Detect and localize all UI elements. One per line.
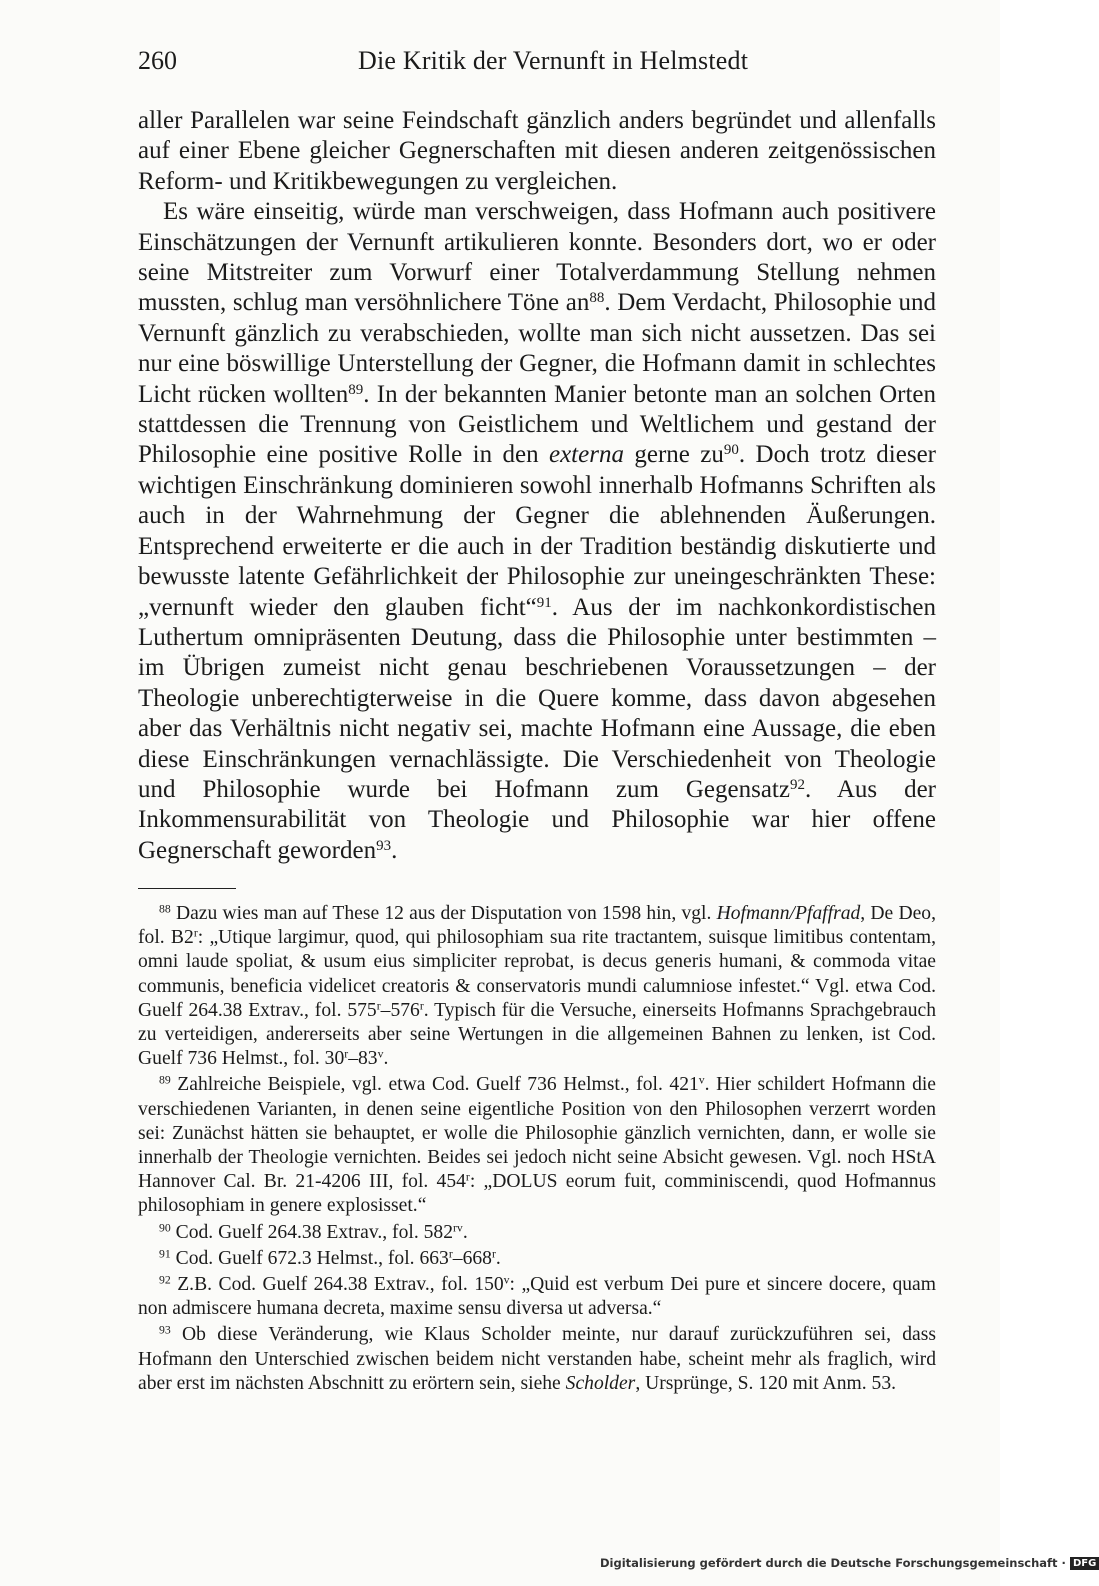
folio-mark: r — [448, 1247, 453, 1261]
italic-term: externa — [548, 441, 624, 469]
folio-mark: r — [376, 999, 381, 1013]
text-run: , Ursprünge, S. 120 mit Anm. 53. — [635, 1372, 897, 1394]
text-run: Z.B. Cod. Guelf 264.38 Extrav., fol. 150 — [170, 1274, 504, 1296]
folio-mark: v — [377, 1047, 384, 1061]
text-run: Ob diese Veränderung, wie Klaus Scholder meinte, nur darauf zurückzuführen sei, dass Hofmann den Unterschied zwischen beidem nicht verstanden habe, scheint mehr als fraglich, wird aber erst im nächsten Abschnitt zu erörtern sein, siehe — [138, 1324, 936, 1394]
running-header — [138, 46, 938, 86]
italic-author: Hofmann/Pfaffrad — [716, 903, 861, 924]
credit-text: Digitalisierung gefördert durch die Deutsche Forschungsgemeinschaft · — [600, 1556, 1066, 1570]
text-run: . Aus der im nachkonkordistischen Luthertum omnipräsenten Deutung, dass die Philosophie unter bestimmten – im Übrigen zumeist nicht genau beschriebenen Voraussetzungen – der Theologie unberechtigterweise in die Quere komme, dass davon abgesehen aber das Verhältnis nicht negativ sei, machte Hofmann eine Aussage, die eben diese Einschränkungen vernachlässigte. Die Verschiedenheit von Theologie und Philosophie wurde bei Hofmann zum Gegensatz — [138, 593, 936, 803]
footnote-88 — [138, 902, 936, 1071]
footnote-number: 91 — [159, 1247, 171, 1261]
text-run: –83 — [348, 1048, 378, 1070]
text-run: : „Utique largimur, quod, qui philosophiam sua rite tractantem, suisque limitibus contentam, omni laude spoliat, & usum eius simpliciter reprobat, is decus generis humani, & commoda vitae communis, beneficia videlicet creatoris & conservatoris mundi calumniose infestet.“ Vgl. etwa Cod. Guelf 264.38 Extrav., fol. 575 — [138, 927, 936, 1021]
footnote-number: 92 — [159, 1273, 171, 1287]
text-run: . — [383, 1048, 389, 1070]
footnote-ref-93[interactable]: 93 — [376, 837, 392, 854]
folio-mark: r — [344, 1047, 349, 1061]
text-run: . — [462, 1221, 468, 1243]
text-run: , De Deo, fol. B2 — [138, 903, 936, 949]
text-run: . Typisch für die Versuche, einerseits Hofmanns Sprachgebrauch zu verteidigen, andererseits aber seine Wertungen in die allgemeinen Bahnen zu lenken, ist Cod. Guelf 736 Helmst., fol. 30 — [138, 999, 936, 1070]
text-run: Dazu wies man auf These 12 aus der Disputation von 1598 hin, vgl. — [170, 903, 717, 924]
folio-mark: rv — [453, 1221, 463, 1235]
text-run: Es wäre einseitig, würde man verschweigen, dass Hofmann auch positivere Einschätzungen der Vernunft artikulieren konnte. Besonders dort, wo er oder seine Mitstreiter zum Vorwurf einer Totalverdammung Stellung nehmen mussten, schlug man versöhnlichere Töne an — [138, 198, 936, 317]
folio-mark: r — [419, 999, 424, 1013]
footnote-number: 89 — [159, 1073, 171, 1087]
footnote-number: 90 — [159, 1221, 171, 1235]
footnote-ref-89[interactable]: 89 — [348, 381, 364, 398]
dfg-logo: DFG — [1070, 1557, 1099, 1570]
footnote-90 — [138, 1221, 936, 1245]
text-run: Cod. Guelf 672.3 Helmst., fol. 663 — [170, 1247, 449, 1269]
footnote-ref-88[interactable]: 88 — [589, 290, 605, 307]
running-title: Die Kritik der Vernunft in Helmstedt — [358, 46, 749, 75]
text-run: . Aus der Inkommensurabilität von Theologie und Philosophie war hier offene Gegnerschaft geworden — [138, 775, 936, 864]
footnote-number: 93 — [159, 1324, 171, 1337]
footnote-ref-92[interactable]: 92 — [789, 776, 805, 793]
text-run: . — [391, 836, 398, 864]
footnote-number: 88 — [159, 902, 171, 916]
footnote-93 — [138, 1323, 936, 1396]
paragraph-1: aller Parallelen war seine Feindschaft gänzlich anders begründet und allenfalls auf einer Ebene gleicher Gegnerschaften mit diesen anderen zeitgenössischen Reform- und Kritikbewegungen zu vergleichen. — [138, 107, 936, 195]
text-run: . Dem Verdacht, Philosophie und Vernunft gänzlich zu verabschieden, wollte man sich nicht aussetzen. Das sei nur eine böswillige Unterstellung der Gegner, die Hofmann damit in schlechtes Licht rücken wollten — [138, 289, 936, 408]
footnote-ref-90[interactable]: 90 — [723, 442, 739, 459]
text-run: Zahlreiche Beispiele, vgl. etwa Cod. Guelf 736 Helmst., fol. 421 — [170, 1074, 699, 1096]
paragraph-2 — [138, 197, 936, 866]
text-run: gerne zu — [623, 441, 724, 469]
text-run: : „Quid est verbum Dei pure et sincere docere, quam non admiscere humana decreta, maxime sensu diversa ut adversa.“ — [138, 1274, 936, 1320]
text-run: . Doch trotz dieser wichtigen Einschränkung dominieren sowohl innerhalb Hofmanns Schriften als auch in der Wahrnehmung der Gegner die ablehnenden Äußerungen. Entsprechend erweiterte er die auch in der Tradition beständig diskutierte und bewusste latente Gefährlichkeit der Philosophie zur uneingeschränkten These: „vernunft wieder den glauben ficht“ — [138, 441, 936, 621]
folio-mark: r — [465, 1170, 470, 1184]
folio-mark: r — [491, 1247, 496, 1261]
folio-mark: r — [193, 926, 198, 940]
text-run: . — [495, 1247, 501, 1269]
main-text — [138, 106, 936, 866]
text-run: –668 — [452, 1247, 492, 1269]
footnote-91 — [138, 1247, 936, 1271]
footnote-92 — [138, 1273, 936, 1321]
italic-author: Scholder — [565, 1372, 636, 1394]
text-run: . In der bekannten Manier betonte man an solchen Orten stattdessen die Trennung von Geistlichem und Weltlichem und gestand der Philosophie eine positive Rolle in den — [138, 380, 937, 469]
footnote-separator — [138, 888, 236, 889]
folio-mark: v — [503, 1273, 510, 1287]
footnotes — [138, 902, 936, 1396]
page-number: 260 — [138, 46, 177, 75]
folio-mark: v — [698, 1073, 705, 1087]
text-run: : „DOLUS eorum fuit, comminiscendi, quod Hofmannus philosophiam in genere explosisset.“ — [138, 1171, 936, 1217]
text-run: –576 — [380, 999, 420, 1021]
text-run: . Hier schildert Hofmann die verschiedenen Varianten, in denen seine eigentliche Position von den Philosophen verzerrt worden sei: Zunächst hätten sie behauptet, er wolle die Philosophie gänzlich vernichten, dann, er wolle sie innerhalb der Theologie vernichten. Beides sei jedoch nicht seine Absicht gewesen. Vgl. noch HStA Hannover Cal. Br. 21-4206 III, fol. 454 — [138, 1074, 937, 1193]
footnote-ref-91[interactable]: 91 — [536, 594, 552, 611]
text-run: Cod. Guelf 264.38 Extrav., fol. 582 — [170, 1221, 454, 1243]
footnote-89 — [138, 1073, 936, 1218]
digitization-credit — [600, 1556, 1097, 1578]
